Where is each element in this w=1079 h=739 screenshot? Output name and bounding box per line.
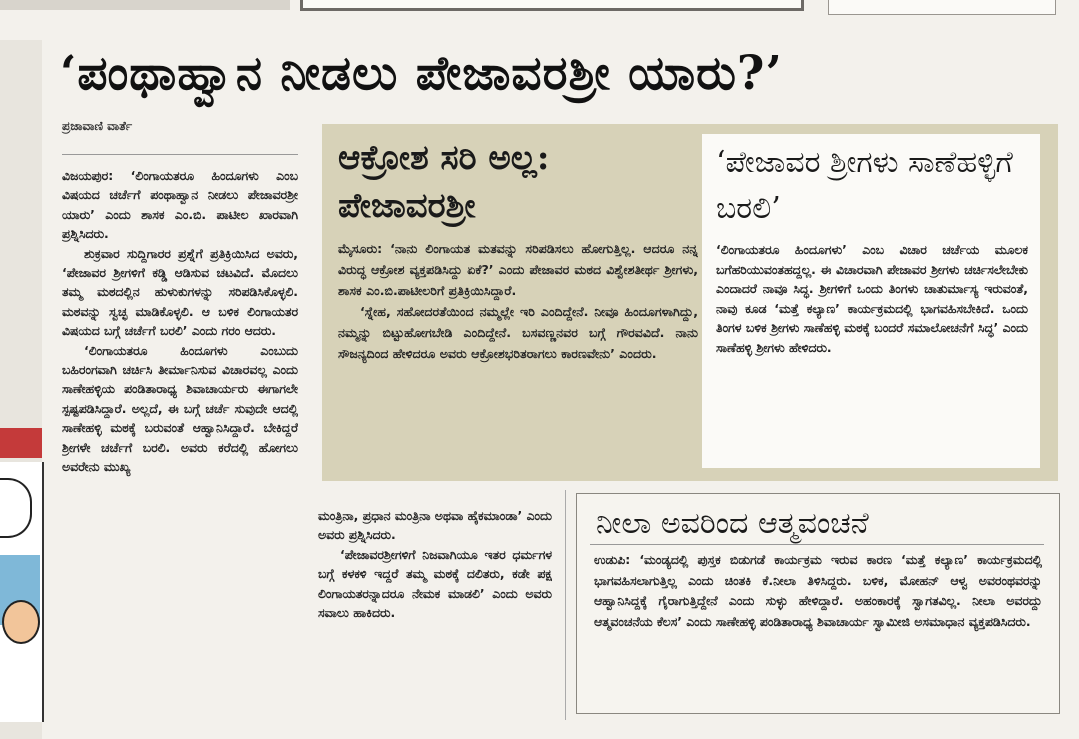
sidebar1-paragraph: ಮೈಸೂರು: ‘ನಾನು ಲಿಂಗಾಯತ ಮತವನ್ನು ಸರಿಪಡಿಸಲು ಹೋಗುತ್ತಿಲ್ಲ. ಆದರೂ ನನ್ನ ವಿರುದ್ಧ ಆಕ್ರೋಶ ವ್ಯಕ್ತಪಡಿಸಿದ್ದು ಏಕೆ?’ ಎಂದು ಪೇಜಾವರ ಮಠದ ವಿಶ್ವೇಶತೀರ್ಥ ಶ್ರೀಗಳು, ಶಾಸಕ ಎಂ.ಬಿ.ಪಾಟೀಲರಿಗೆ ಪ್ರತಿಕ್ರಿಯಿಸಿದ್ದಾರೆ. xyxy=(338,241,698,298)
main-story-column-1 xyxy=(62,166,298,726)
main-story-paragraph: ಮಂತ್ರಿನಾ, ಪ್ರಧಾನ ಮಂತ್ರಿನಾ ಅಥವಾ ಹೈಕಮಾಂಡಾ’ ಎಂದು ಅವರು ಪ್ರಶ್ನಿಸಿದರು. xyxy=(318,508,552,543)
main-story-paragraph: ‘ಪೇಜಾವರಶ್ರೀಗಳಿಗೆ ನಿಜವಾಗಿಯೂ ಇತರ ಧರ್ಮಗಳ ಬಗ್ಗೆ ಕಳಕಳಿ ಇದ್ದರೆ ತಮ್ಮ ಮಠಕ್ಕೆ ದಲಿತರು, ಕಡೇ ಪಕ್ಷ ಲಿಂಗಾಯತರನ್ನಾದರೂ ನೇಮಕ ಮಾಡಲಿ’ ಎಂದು ಅವರು ಸವಾಲು ಹಾಕಿದರು. xyxy=(318,546,552,621)
main-story-paragraph: ‘ಲಿಂಗಾಯತರೂ ಹಿಂದೂಗಳು ಎಂಬುದು ಬಹಿರಂಗವಾಗಿ ಚರ್ಚಿಸಿ ತೀರ್ಮಾನಿಸುವ ವಿಚಾರವಲ್ಲ ಎಂದು ಸಾಣೇಹಳ್ಳಿಯ ಪಂಡಿತಾರಾಧ್ಯ ಶಿವಾಚಾರ್ಯರು ಈಗಾಗಲೇ ಸ್ಪಷ್ಟಪಡಿಸಿದ್ದಾರೆ. ಅಲ್ಲದೆ, ಈ ಬಗ್ಗೆ ಚರ್ಚೆ ಸುವುದೇ ಆದಲ್ಲಿ ಸಾಣೇಹಳ್ಳಿ ಮಠಕ್ಕೆ ಬರುವಂತೆ ಆಹ್ವಾನಿಸಿದ್ದಾರೆ. ಬೇಕಿದ್ದರೆ ಶ್ರೀಗಳೇ ಚರ್ಚೆಗೆ ಬರಲಿ. ಅವರು ಕರೆದಲ್ಲಿ ಹೋಗಲು ಅವರೇನು ಮುಖ್ಯ xyxy=(62,342,298,475)
cartoon-face xyxy=(2,600,40,644)
sidebar3-heading: ನೀಲಾ ಅವರಿಂದ ಆತ್ಮವಂಚನೆ xyxy=(596,506,869,541)
sidebar3-paragraph: ಉಡುಪಿ: ‘ಮಂಡ್ಯದಲ್ಲಿ ಪುಸ್ತಕ ಬಿಡುಗಡೆ ಕಾರ್ಯಕ್ರಮ ಇರುವ ಕಾರಣ ‘ಮತ್ತೆ ಕಲ್ಯಾಣ’ ಕಾರ್ಯಕ್ರಮದಲ್ಲಿ ಭಾಗವಹಿಸಲಾಗುತ್ತಿಲ್ಲ ಎಂದು ಚಿಂತಕಿ ಕೆ.ನೀಲಾ ತಿಳಿಸಿದ್ದರು. ಬಳಿಕ, ಮೋಹನ್ ಆಳ್ವ ಅವರಂಥವರನ್ನು ಆಹ್ವಾನಿಸಿದ್ದಕ್ಕೆ ಗೈರಾಗುತ್ತಿದ್ದೇನೆ ಎಂದು ಸುಳ್ಳು ಹೇಳಿದ್ದಾರೆ. ಅಹಂಕಾರಕ್ಕೆ ಸ್ವಾಗತವಿಲ್ಲ. ನೀಲಾ ಅವರದ್ದು ಆತ್ಮವಂಚನೆಯ ಕೆಲಸ’ ಎಂದು ಸಾಣೇಹಳ್ಳಿ ಪಂಡಿತಾರಾಧ್ಯ ಶಿವಾಚಾರ್ಯ ಸ್ವಾಮೀಜಿ ಅಸಮಾಧಾನ ವ್ಯಕ್ತಪಡಿಸಿದರು. xyxy=(594,552,1042,629)
neighbor-article-band xyxy=(0,0,290,10)
byline: ಪ್ರಜಾವಾಣಿ ವಾರ್ತೆ xyxy=(62,119,133,133)
main-story-column-2 xyxy=(318,506,552,726)
main-story-paragraph: ವಿಜಯಪುರ: ‘ಲಿಂಗಾಯತರೂ ಹಿಂದೂಗಳು ಎಂಬ ವಿಷಯದ ಚರ್ಚೆಗೆ ಪಂಥಾಹ್ವಾನ ನೀಡಲು ಪೇಜಾವರಶ್ರೀ ಯಾರು’ ಎಂದು ಶಾಸಕ ಎಂ.ಬಿ. ಪಾಟೀಲ ಖಾರವಾಗಿ ಪ್ರಶ್ನಿಸಿದರು. xyxy=(62,168,298,242)
sidebar2-paragraph: ‘ಲಿಂಗಾಯತರೂ ಹಿಂದೂಗಳು’ ಎಂಬ ವಿಚಾರ ಚರ್ಚೆಯ ಮೂಲಕ ಬಗೆಹರಿಯುವಂತಹದ್ದಲ್ಲ. ಈ ವಿಚಾರವಾಗಿ ಪೇಜಾವರ ಶ್ರೀಗಳು ಚರ್ಚಿಸಲೇಬೇಕು ಎಂದಾದರೆ ನಾವೂ ಸಿದ್ಧ. ಶ್ರೀಗಳಿಗೆ ಒಂದು ತಿಂಗಳು ಚಾತುರ್ಮಾಸ್ಯ ಇರುವಂತೆ, ನಾವು ಕೂಡ ‘ಮತ್ತೆ ಕಲ್ಯಾಣ’ ಕಾರ್ಯಕ್ರಮದಲ್ಲಿ ಭಾಗವಹಿಸಬೇಕಿದೆ. ಒಂದು ತಿಂಗಳ ಬಳಿಕ ಶ್ರೀಗಳು ಸಾಣೆಹಳ್ಳಿ ಮಠಕ್ಕೆ ಬಂದರೆ ಸಮಾಲೋಚನೆಗೆ ಸಿದ್ಧ’ ಎಂದು ಸಾಣೆಹಳ್ಳಿ ಶ್ರೀಗಳು ಹೇಳಿದರು. xyxy=(716,242,1028,355)
neighbor-red-banner xyxy=(0,428,42,458)
byline-divider xyxy=(62,154,298,155)
page-headline: ‘ಪಂಥಾಹ್ವಾನ ನೀಡಲು ಪೇಜಾವರಶ್ರೀ ಯಾರು?’ xyxy=(60,46,783,101)
column-divider xyxy=(565,490,566,720)
neighbor-article-box xyxy=(300,0,804,11)
sidebar2-body xyxy=(716,240,1028,460)
sidebar3-body xyxy=(594,550,1042,700)
neighbor-article-box-right xyxy=(828,0,1056,15)
sidebar1-heading: ಆಕ್ರೋಶ ಸರಿ ಅಲ್ಲ: ಪೇಜಾವರಶ್ರೀ xyxy=(338,138,550,226)
main-story-paragraph: ಶುಕ್ರವಾರ ಸುದ್ದಿಗಾರರ ಪ್ರಶ್ನೆಗೆ ಪ್ರತಿಕ್ರಿಯಿಸಿದ ಅವರು, ‘ಪೇಜಾವರ ಶ್ರೀಗಳಿಗೆ ಕಡ್ಡಿ ಆಡಿಸುವ ಚಟವಿದೆ. ಮೊದಲು ತಮ್ಮ ಮಠದಲ್ಲಿನ ಹುಳುಕುಗಳನ್ನು ಸರಿಪಡಿಸಿಕೊಳ್ಳಲಿ. ಮಠವನ್ನು ಸ್ವಚ್ಛ ಮಾಡಿಕೊಳ್ಳಲಿ. ಆ ಬಳಿಕ ಲಿಂಗಾಯತರ ವಿಷಯದ ಬಗ್ಗೆ ಚರ್ಚೆಗೆ ಬರಲಿ’ ಎಂದು ಗರಂ ಆದರು. xyxy=(62,245,298,339)
sidebar2-heading: ‘ಪೇಜಾವರ ಶ್ರೀಗಳು ಸಾಣೆಹಳ್ಳಿಗೆ ಬರಲಿ’ xyxy=(716,145,1013,226)
sidebar1-body xyxy=(338,238,698,458)
sidebar1-paragraph: ‘ಸ್ನೇಹ, ಸಹೋದರತೆಯಿಂದ ನಮ್ಮಲ್ಲೇ ಇರಿ ಎಂದಿದ್ದೇನೆ. ನೀವೂ ಹಿಂದೂಗಳಾಗಿದ್ದು, ನಮ್ಮನ್ನು ಬಿಟ್ಟುಹೋಗಬೇಡಿ ಎಂದಿದ್ದೇನೆ. ಬಸವಣ್ಣನವರ ಬಗ್ಗೆ ಗೌರವವಿದೆ. ನಾನು ಸೌಜನ್ಯದಿಂದ ಹೇಳಿದರೂ ಅವರು ಆಕ್ರೋಶಭರಿತರಾಗಲು ಕಾರಣವೇನು’ ಎಂದರು. xyxy=(338,304,698,361)
sidebar3-divider xyxy=(590,544,1044,545)
